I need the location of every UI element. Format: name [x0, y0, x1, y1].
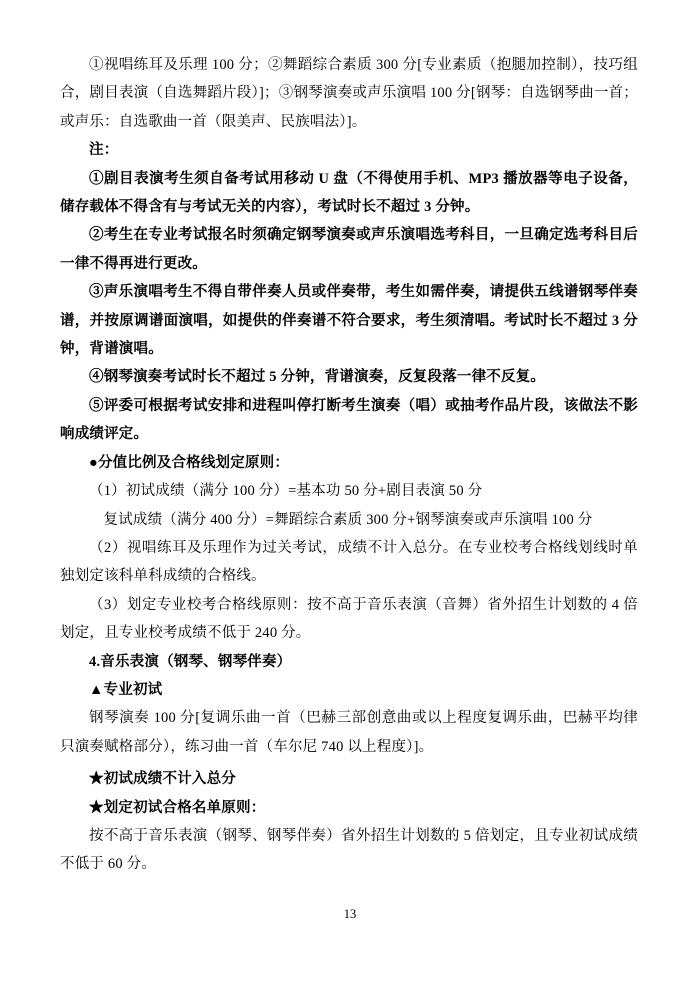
note-item-2: ②考生在专业考试报名时须确定钢琴演奏或声乐演唱选考科目，一旦确定选考科目后一律不得再进行更改。: [60, 227, 638, 272]
note-item-1: ①剧目表演考生须自备考试用移动 U 盘（不得使用手机、MP3 播放器等电子设备，储存载体不得含有与考试无关的内容），考试时长不超过 3 分钟。: [60, 170, 638, 216]
initial-passlist-rule-heading: ★划定初试合格名单原则：: [89, 799, 266, 816]
rule-item-1: （1）初试成绩（满分 100 分）=基本功 50 分+剧目表演 50 分: [89, 483, 483, 500]
note-item-5: ⑤评委可根据考试安排和进程叫停打断考生演奏（唱）或抽考作品片段，该做法不影响成绩评定。: [60, 397, 638, 443]
initial-score-note-heading: ★初试成绩不计入总分: [89, 771, 236, 788]
rule-item-2: （2）视唱练耳及乐理作为过关考试，成绩不计入总分。在专业校考合格线划线时单独划定该科单科成绩的合格线。: [60, 539, 638, 585]
initial-passlist-rule-paragraph: 按不高于音乐表演（钢琴、钢琴伴奏）省外招生计划数的 5 倍划定，且专业初试成绩不低于 60 分。: [60, 827, 638, 873]
subsection-initial-exam-heading: ▲专业初试: [89, 681, 163, 698]
note-item-4: ④钢琴演奏考试时长不超过 5 分钟，背谱演奏，反复段落一律不反复。: [89, 369, 546, 386]
piano-exam-paragraph: 钢琴演奏 100 分[复调乐曲一首（巴赫三部创意曲或以上程度复调乐曲，巴赫平均律只演奏赋格部分），练习曲一首（车尔尼 740 以上程度）]。: [60, 710, 638, 755]
document-body: [60, 51, 638, 879]
rule-item-1-retest: 复试成绩（满分 400 分）=舞蹈综合素质 300 分+钢琴演奏或声乐演唱 100 分: [103, 511, 593, 528]
section-4-heading: 4.音乐表演（钢琴、钢琴伴奏）: [89, 653, 292, 670]
rule-item-3: （3）划定专业校考合格线原则：按不高于音乐表演（音舞）省外招生计划数的 4 倍划定，且专业校考成绩不低于 240 分。: [60, 596, 638, 642]
page-number: 13: [343, 907, 357, 921]
intro-scores-paragraph: ①视唱练耳及乐理 100 分；②舞蹈综合素质 300 分[专业素质（抱腿加控制），技巧组合，剧目表演（自选舞蹈片段）]；③钢琴演奏或声乐演唱 100 分[钢琴：自选钢琴曲一首；或声乐：自选歌曲一首（限美声、民族唱法）]。: [60, 57, 638, 130]
note-heading: 注：: [89, 142, 119, 159]
note-item-3: ③声乐演唱考生不得自带伴奏人员或伴奏带，考生如需伴奏，请提供五线谱钢琴伴奏谱，并按原调谱面演唱，如提供的伴奏谱不符合要求，考生须清唱。考试时长不超过 3 分钟，背谱演唱。: [60, 284, 638, 358]
score-ratio-heading: ●分值比例及合格线划定原则：: [89, 454, 290, 471]
